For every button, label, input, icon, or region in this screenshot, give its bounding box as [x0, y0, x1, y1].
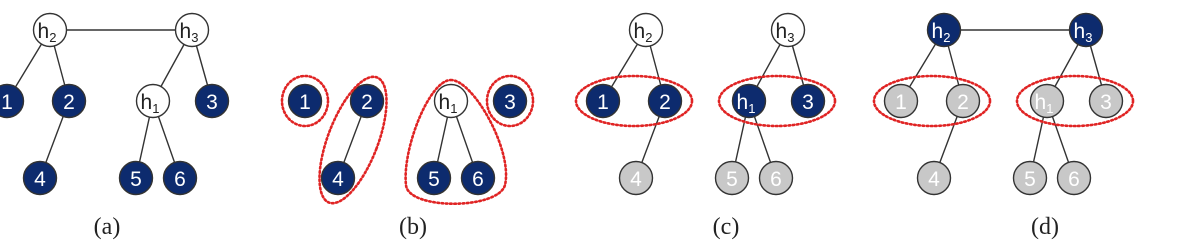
tree-node — [24, 162, 57, 195]
tree-node — [587, 85, 620, 118]
node-label: $h_1$ — [1034, 90, 1054, 116]
node-label: 3 — [504, 90, 516, 114]
tree-node — [494, 85, 527, 118]
node-label: 6 — [174, 167, 186, 191]
node-label: 3 — [802, 90, 814, 114]
node-label: 5 — [428, 167, 440, 191]
node-label: 4 — [630, 167, 642, 191]
panel-caption: (a) — [93, 214, 121, 240]
tree-node — [1058, 162, 1091, 195]
tree-node — [1014, 162, 1047, 195]
tree-node — [760, 162, 793, 195]
node-label: $h_1$ — [438, 90, 458, 116]
tree-node — [792, 85, 825, 118]
tree-node — [733, 85, 766, 118]
tree-node — [1031, 85, 1064, 118]
node-label: $h_1$ — [736, 90, 756, 116]
node-label: 6 — [770, 167, 782, 191]
node-label: $h_1$ — [140, 90, 160, 116]
tree-node — [885, 85, 918, 118]
panel-2 — [282, 68, 533, 240]
tree-node — [1070, 14, 1103, 47]
node-label: 5 — [1024, 167, 1036, 191]
tree-node — [137, 85, 170, 118]
node-label: 3 — [1100, 90, 1112, 114]
node-label: $h_3$ — [179, 19, 199, 45]
tree-node — [1090, 85, 1123, 118]
node-label: $h_3$ — [775, 19, 795, 45]
panel-1 — [0, 14, 229, 241]
tree-node — [649, 85, 682, 118]
panel-4 — [874, 14, 1133, 241]
tree-node — [918, 162, 951, 195]
node-label: $h_2$ — [37, 19, 57, 45]
panel-3 — [576, 14, 835, 241]
tree-node — [351, 85, 384, 118]
tree-node — [120, 162, 153, 195]
tree-node — [716, 162, 749, 195]
tree-node — [322, 162, 355, 195]
node-label: 4 — [34, 167, 46, 191]
node-label: 1 — [1, 90, 13, 114]
node-label: $h_3$ — [1073, 19, 1093, 45]
tree-node — [947, 85, 980, 118]
tree-node — [34, 14, 67, 47]
tree-node — [0, 85, 24, 118]
tree-node — [53, 85, 86, 118]
panel-caption: (c) — [712, 214, 740, 240]
tree-node — [462, 162, 495, 195]
node-label: 3 — [206, 90, 218, 114]
node-label: $h_2$ — [931, 19, 951, 45]
node-label: 2 — [659, 90, 671, 114]
tree-node — [164, 162, 197, 195]
tree-node — [620, 162, 653, 195]
panel-caption: (b) — [399, 214, 427, 240]
tree-node — [418, 162, 451, 195]
tree-node — [928, 14, 961, 47]
node-label: 2 — [63, 90, 75, 114]
tree-node — [630, 14, 663, 47]
node-label: 1 — [299, 90, 311, 114]
tree-node — [772, 14, 805, 47]
node-label: 5 — [130, 167, 142, 191]
tree-node — [176, 14, 209, 47]
tree-node — [196, 85, 229, 118]
node-label: 1 — [895, 90, 907, 114]
node-label: 6 — [1068, 167, 1080, 191]
node-label: 4 — [928, 167, 940, 191]
node-label: 1 — [597, 90, 609, 114]
tree-node — [435, 85, 468, 118]
node-label: 2 — [957, 90, 969, 114]
node-label: 4 — [332, 167, 344, 191]
node-label: 2 — [361, 90, 373, 114]
node-label: $h_2$ — [633, 19, 653, 45]
tree-node — [289, 85, 322, 118]
node-label: 6 — [472, 167, 484, 191]
panel-caption: (d) — [1031, 214, 1059, 240]
node-label: 5 — [726, 167, 738, 191]
